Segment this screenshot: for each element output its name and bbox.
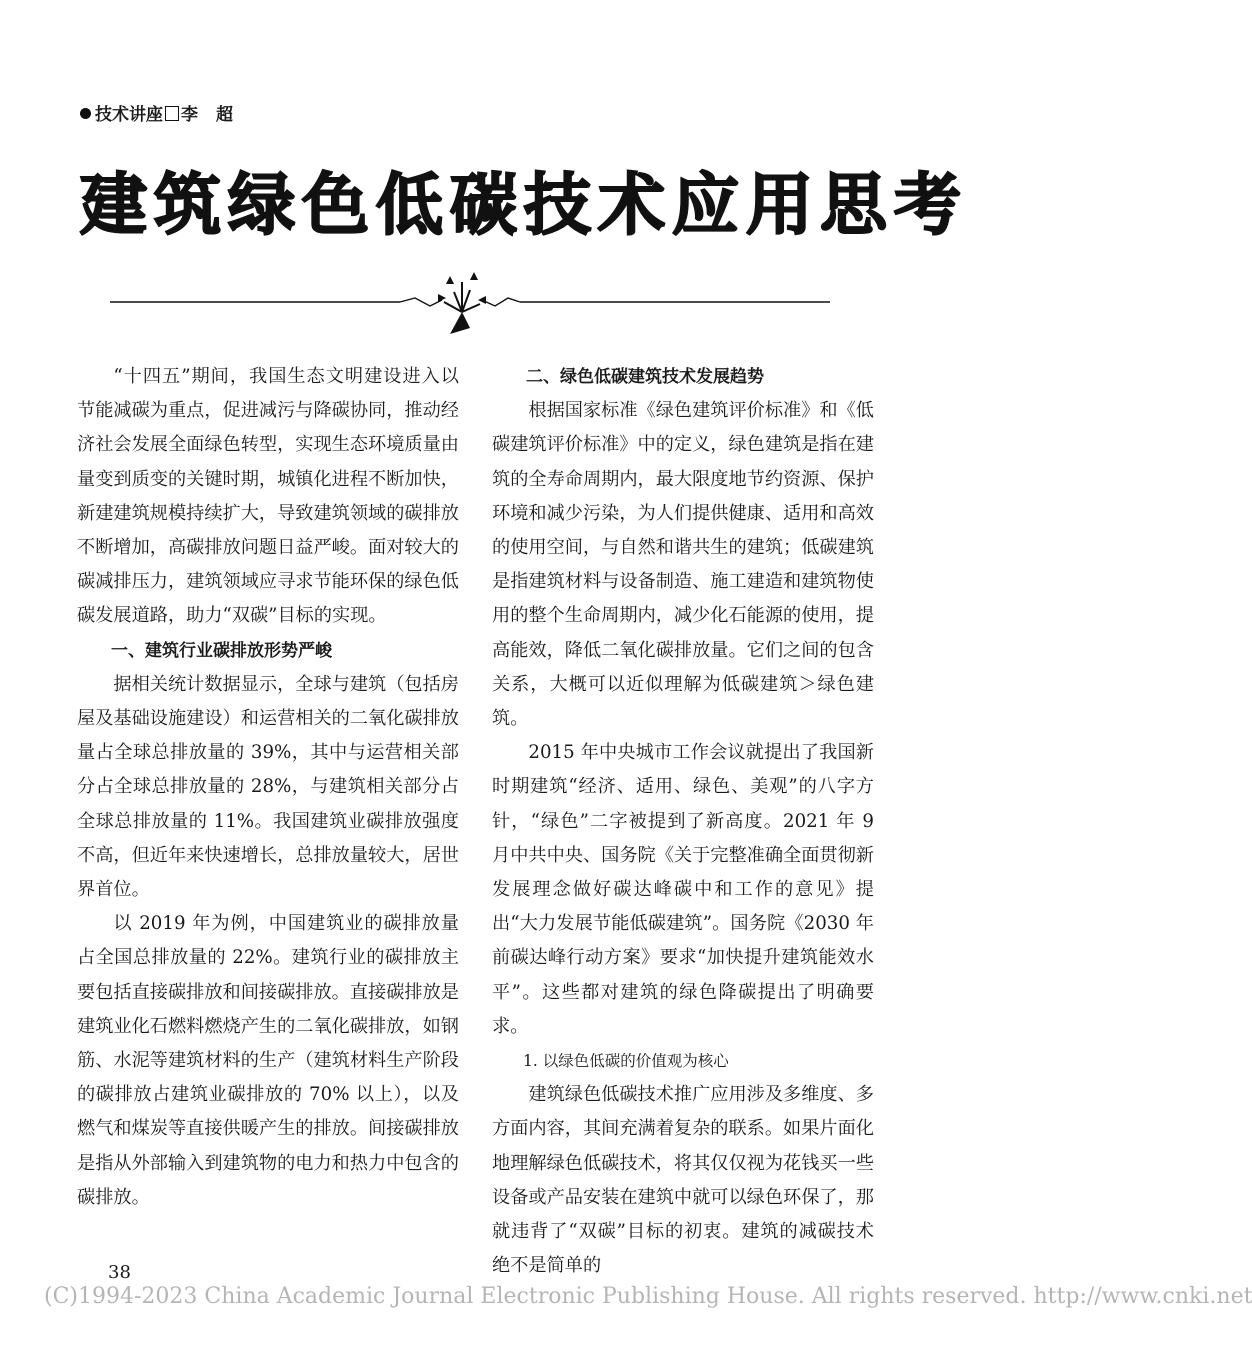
right-column [492,360,874,1283]
paragraph: “十四五”期间，我国生态文明建设进入以节能减碳为重点，促进减污与降碳协同，推动经济社会发展全面绿色转型，实现生态环境质量由量变到质变的关键时期，城镇化进程不断加快，新建建筑规模持续扩大，导致建筑领域的碳排放不断增加，高碳排放问题日益严峻。面对较大的碳减排压力，建筑领域应寻求节能环保的绿色低碳发展道路，助力“双碳”目标的实现。 [77,366,459,627]
subsection-heading: 1. 以绿色低碳的价值观为核心 [523,1052,729,1071]
separator-box-icon [165,106,179,121]
paragraph: 根据国家标准《绿色建筑评价标准》和《低碳建筑评价标准》中的定义，绿色建筑是指在建筑的全寿命周期内，最大限度地节约资源、保护环境和减少污染，为人们提供健康、适用和高效的使用空间，与自然和谐共生的建筑；低碳建筑是指建筑材料与设备制造、施工建造和建筑物使用的整个生命周期内，减少化石能源的使用，提高能效，降低二氧化碳排放量。它们之间的包含关系，大概可以近似理解为低碳建筑＞绿色建筑。 [492,400,874,730]
title-ornament-divider [110,262,830,342]
copyright-footer: (C)1994-2023 China Academic Journal Electronic Publishing House. All rights reserved. http://www.cnki.net [44,1284,1252,1309]
article-title: 建筑绿色低碳技术应用思考 [80,166,968,244]
author-name: 李 [181,105,198,125]
bullet-icon [80,108,91,119]
paragraph: 据相关统计数据显示，全球与建筑（包括房屋及基础设施建设）和运营相关的二氧化碳排放量占全球总排放量的 39%，其中与运营相关部分占全球总排放量的 28%，与建筑相关部分占全球总排放量的 11%。我国建筑业碳排放强度不高，但近年来快速增长，总排放量较大，居世界首位。 [77,673,459,901]
paragraph: 2015 年中央城市工作会议就提出了我国新时期建筑“经济、适用、绿色、美观”的八字方针，“绿色”二字被提到了新高度。2021 年 9 月中共中央、国务院《关于完整准确全面贯彻新发展理念做好碳达峰碳中和工作的意见》提出“大力发展节能低碳建筑”。国务院《2030 年前碳达峰行动方案》要求“加快提升建筑能效水平”。这些都对建筑的绿色降碳提出了明确要求。 [492,742,874,1037]
section-heading: 一、建筑行业碳排放形势严峻 [111,640,332,661]
paragraph: 建筑绿色低碳技术推广应用涉及多维度、多方面内容，其间充满着复杂的联系。如果片面化地理解绿色低碳技术，将其仅仅视为花钱买一些设备或产品安装在建筑中就可以绿色环保了，那就违背了“双碳”目标的初衷。建筑的减碳技术绝不是简单的 [492,1084,874,1277]
page-number: 38 [108,1262,131,1283]
left-column [77,360,459,1215]
column-label: 技术讲座 [95,105,163,125]
column-byline [80,100,233,125]
author-name-2: 超 [216,105,233,125]
paragraph: 以 2019 年为例，中国建筑业的碳排放量占全国总排放量的 22%。建筑行业的碳排放主要包括直接碳排放和间接碳排放。直接碳排放是建筑业化石燃料燃烧产生的二氧化碳排放，如钢筋、水泥等建筑材料的生产（建筑材料生产阶段的碳排放占建筑业碳排放的 70% 以上），以及燃气和煤炭等直接供暖产生的排放。间接碳排放是指从外部输入到建筑物的电力和热力中包含的碳排放。 [77,913,459,1208]
section-heading: 二、绿色低碳建筑技术发展趋势 [526,367,764,387]
